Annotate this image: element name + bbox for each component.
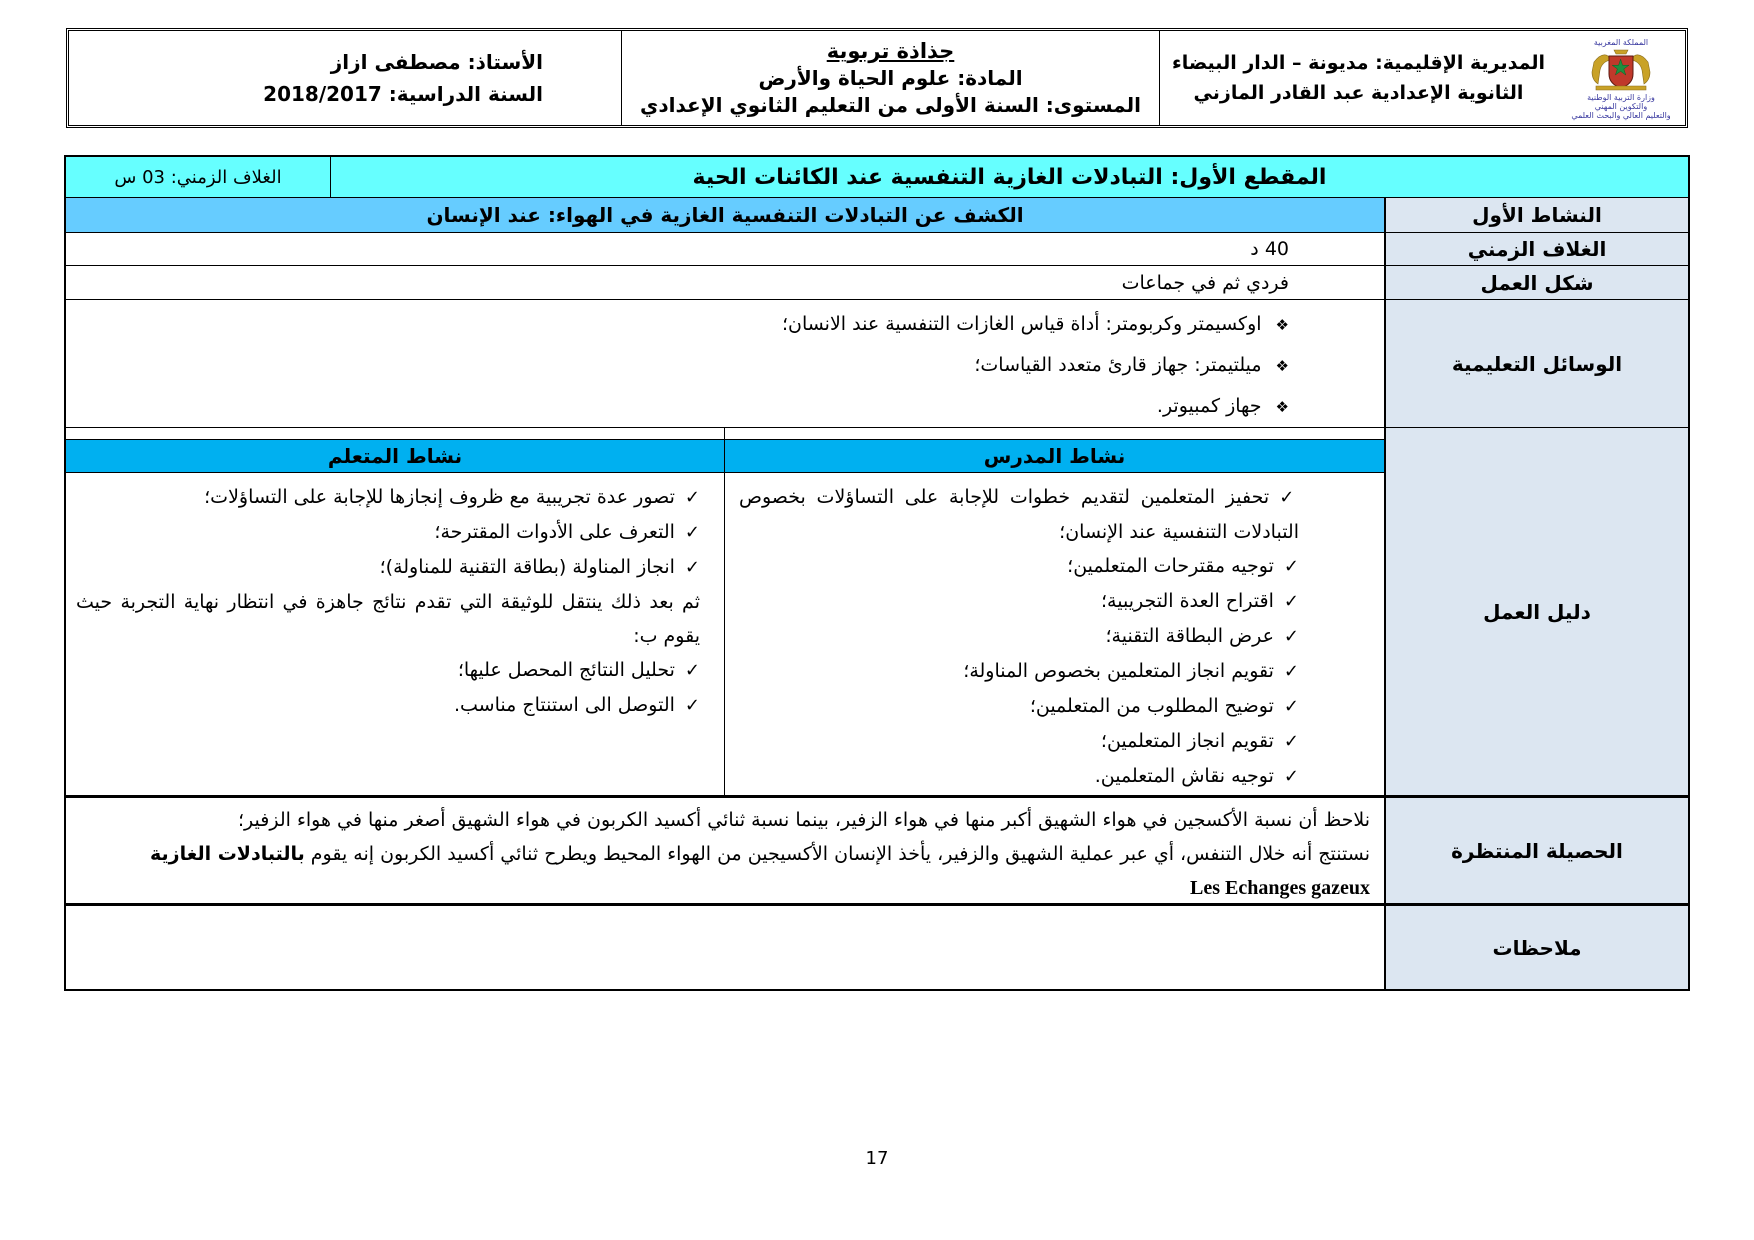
directorate-line: المديرية الإقليمية: مديونة – الدار البيضاء	[1171, 52, 1545, 74]
header-box	[66, 28, 1688, 128]
learner-item-text: تصور عدة تجريبية مع ظروف إنجازها للإجابة على التساؤلات؛	[204, 486, 675, 508]
level-line: المستوى: السنة الأولى من التعليم الثانوي الإعدادي	[640, 93, 1141, 117]
school-year-line: السنة الدراسية: 2018/2017	[263, 82, 543, 106]
outcome-conclusion-bold: بالتبادلات الغازية	[149, 843, 305, 865]
materials-list	[66, 300, 1384, 427]
expected-outcome-text	[66, 798, 1384, 905]
teacher-item-text: توجيه نقاش المتعلمين.	[1094, 765, 1274, 787]
learner-item	[76, 515, 700, 550]
material-item	[78, 386, 1289, 427]
material-item	[78, 304, 1289, 345]
learner-activity-header: نشاط المتعلم	[66, 439, 724, 473]
teacher-item-text: توجيه مقترحات المتعلمين؛	[1067, 555, 1274, 577]
teacher-activity-column	[724, 428, 1384, 795]
check-icon: ✓	[684, 522, 700, 543]
logo-ministry-line3: والتعليم العالي والبحث العلمي	[1571, 111, 1671, 120]
learner-activity-column	[66, 428, 724, 795]
material-item-text: ميلتيمتر: جهاز قارئ متعدد القياسات؛	[974, 354, 1262, 376]
section-title-row	[66, 157, 1688, 197]
diamond-bullet-icon: ❖	[1275, 357, 1289, 375]
materials-label: الوسائل التعليمية	[1384, 300, 1688, 427]
work-form-value: فردي ثم في جماعات	[1121, 271, 1289, 294]
school-text	[1160, 52, 1557, 104]
work-guide-columns	[66, 428, 1384, 795]
outcome-conclusion-line	[80, 837, 1370, 871]
duration-row	[66, 232, 1688, 265]
duration-label: الغلاف الزمني	[1384, 233, 1688, 265]
section-title: المقطع الأول: التبادلات الغازية التنفسية عند الكائنات الحية	[692, 164, 1327, 190]
notes-empty-area	[66, 906, 1384, 989]
outcome-conclusion-text: نستنتج أنه خلال التنفس، أي عبر عملية الشهيق والزفير، يأخذ الإنسان الأكسيجين من الهواء المحيط ويطرح ثنائي أكسيد الكربون إنه يقوم	[304, 843, 1370, 865]
learner-item	[76, 480, 700, 515]
check-icon: ✓	[1283, 661, 1299, 682]
learner-item	[76, 688, 700, 723]
activity-title: الكشف عن التبادلات التنفسية الغازية في الهواء: عند الإنسان	[66, 198, 1384, 232]
diamond-bullet-icon: ❖	[1275, 316, 1289, 334]
material-item-text: جهاز كمبيوتر.	[1156, 395, 1262, 417]
check-icon: ✓	[684, 660, 700, 681]
material-item	[78, 345, 1289, 386]
document-type-title: جذاذة تربوية	[826, 39, 955, 63]
teacher-name-line: الأستاذ: مصطفى ازاز	[330, 50, 543, 74]
learner-item-text: التوصل الى استنتاج مناسب.	[453, 694, 675, 716]
teacher-item	[739, 724, 1299, 759]
check-icon: ✓	[1283, 766, 1299, 787]
check-icon: ✓	[1279, 487, 1299, 508]
school-header-cell	[1160, 31, 1685, 125]
check-icon: ✓	[1283, 556, 1299, 577]
teacher-item-text: تقويم انجاز المتعلمين؛	[1100, 730, 1274, 752]
outcome-observation-line: نلاحظ أن نسبة الأكسجين في هواء الشهيق أكبر منها في هواء الزفير، بينما نسبة ثنائي أكسيد الكربون في هواء الشهيق أصغر منها في هواء الزفير؛	[238, 809, 1370, 831]
learner-item-text: تحليل النتائج المحصل عليها؛	[457, 659, 675, 681]
teacher-activity-header: نشاط المدرس	[725, 439, 1384, 473]
diamond-bullet-icon: ❖	[1275, 398, 1289, 416]
check-icon: ✓	[1283, 696, 1299, 717]
logo-top-text: المملكة المغربية	[1593, 38, 1649, 47]
teacher-info-cell	[69, 31, 621, 125]
teacher-item	[739, 619, 1299, 654]
outcome-french-term: Les Echanges gazeux	[1190, 877, 1370, 899]
learner-paragraph: ثم بعد ذلك ينتقل للوثيقة التي تقدم نتائج جاهزة في انتظار نهاية التجربة حيث يقوم ب:	[76, 591, 700, 647]
expected-outcome-row	[66, 795, 1688, 903]
teacher-item	[739, 549, 1299, 584]
notes-label: ملاحظات	[1384, 906, 1688, 989]
learner-item	[76, 550, 700, 585]
work-form-row	[66, 265, 1688, 299]
teacher-item-text: عرض البطاقة التقنية؛	[1105, 625, 1274, 647]
learner-item	[76, 653, 700, 688]
duration-value: 40 د	[1250, 238, 1289, 260]
check-icon: ✓	[684, 487, 700, 508]
activity-row	[66, 197, 1688, 232]
check-icon: ✓	[684, 695, 700, 716]
logo-ministry-line2: والتكوين المهني	[1594, 102, 1648, 111]
materials-row	[66, 299, 1688, 427]
teacher-item-text: تحفيز المتعلمين لتقديم خطوات للإجابة على التساؤلات بخصوص التبادلات التنفسية عند الإنسان؛	[739, 486, 1299, 543]
document-type-cell	[621, 31, 1160, 125]
ministry-logo	[1557, 36, 1685, 120]
section-time-envelope: الغلاف الزمني: 03 س	[66, 157, 331, 197]
learner-activity-list	[66, 473, 724, 723]
work-guide-label: دليل العمل	[1384, 428, 1688, 795]
work-guide-row	[66, 427, 1688, 795]
work-form-label: شكل العمل	[1384, 266, 1688, 299]
learner-item-text: التعرف على الأدوات المقترحة؛	[434, 521, 675, 543]
material-item-text: اوكسيمتر وكربومتر: أداة قياس الغازات التنفسية عند الانسان؛	[781, 313, 1262, 335]
check-icon: ✓	[1283, 731, 1299, 752]
teacher-item	[739, 759, 1299, 794]
teacher-item	[739, 584, 1299, 619]
subject-line: المادة: علوم الحياة والأرض	[758, 66, 1023, 90]
teacher-item	[739, 480, 1299, 549]
activity-label: النشاط الأول	[1384, 198, 1688, 232]
notes-row	[66, 903, 1688, 989]
teacher-item-text: اقتراح العدة التجريبية؛	[1101, 590, 1274, 612]
check-icon: ✓	[1283, 626, 1299, 647]
coat-of-arms-icon	[1584, 48, 1658, 92]
teacher-item	[739, 654, 1299, 689]
teacher-item	[739, 689, 1299, 724]
lesson-table	[64, 155, 1690, 991]
logo-ministry-line1: وزارة التربية الوطنية	[1587, 93, 1655, 102]
teacher-item-text: توضيح المطلوب من المتعلمين؛	[1029, 695, 1274, 717]
expected-outcome-label: الحصيلة المنتظرة	[1384, 798, 1688, 903]
school-name-line: الثانوية الإعدادية عبد القادر المازني	[1193, 82, 1524, 104]
learner-item-text: انجاز المناولة (بطاقة التقنية للمناولة)؛	[379, 556, 675, 578]
teacher-activity-list	[725, 473, 1384, 794]
check-icon: ✓	[1283, 591, 1299, 612]
page-number: 17	[865, 1148, 889, 1169]
outcome-french-line	[80, 871, 1370, 905]
check-icon: ✓	[684, 557, 700, 578]
teacher-item-text: تقويم انجاز المتعلمين بخصوص المناولة؛	[963, 660, 1274, 682]
